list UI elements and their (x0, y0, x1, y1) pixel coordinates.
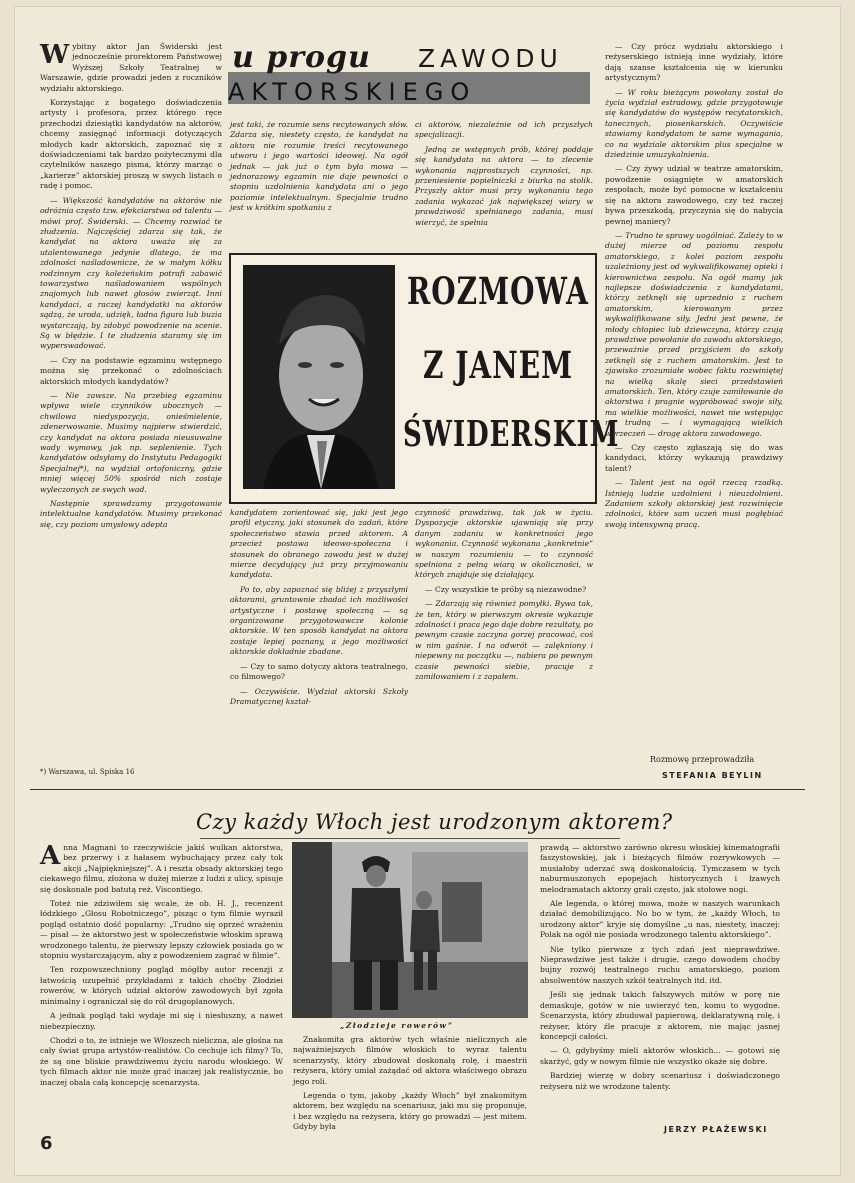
paragraph: Jedną ze wstępnych prób, której poddaje się kandydata na aktora — to zlecenie wykonania najprostszych czynności, np. przeniesienie popielniczki z biurka na stolik. Przyszły aktor musi przy wykonaniu tego zadania wykazać jak największej wiary w prawdziwość spełnianego zadania, musi wierzyć, że spełnia (415, 144, 593, 227)
article-column-2-top (230, 120, 408, 250)
paragraph: Chodzi o to, że istnieje we Włoszech nieliczna, ale głośna na cały świat grupa artystów-realistów. Co cechuje ich filmy? To, że są one bliskie prawdziwemu życiu narodu włoskiego. W tych filmach aktor nie może grać inaczej jak realistycznie, bo inaczej obala całą koncepcję scenarzysta. (40, 1035, 283, 1087)
title-underline (200, 838, 620, 839)
paragraph: Jeśli się jednak takich fałszywych mitów w porę nie demaskuje, gotów w nie uwierzyć ten, komu to wygodne. Scenarzysta, który zbudował papierową, deklaratywną rolę, i reżyser, który źle pracuje z aktorem, nie mając jasnej koncepcji całości. (540, 990, 780, 1041)
question: — Czy prócz wydziału aktorskiego i reżyserskiego istnieją inne wydziały, które dają szanse kształcenia się w kierunku artystycznym? (605, 42, 783, 83)
article-column-3-top (415, 120, 593, 250)
paragraph: ci aktorów, niezależnie od ich przyszłych specjalizacji. (415, 120, 593, 140)
answer: — Zdarzają się również pomyłki. Bywa tak, że ten, który w pierwszym okresie wykazuje zdolności i praca jego daje dobre rezultaty, po pewnym czasie zaczyna gorzej pracować, coś w nim gaśnie. I na odwrót — zalękniony i niepewny na początku —, nabiera po pewnym czasie pewności siebie, pracuje z zamiłowaniem i z zapałem. (415, 599, 593, 682)
headline-u-progu: u progu (232, 40, 371, 75)
question: — Czy często zgłaszają się do was kandydaci, którzy wykazują prawdziwy talent? (605, 443, 783, 473)
interview-title-line3: ŚWIDERSKIM (403, 415, 620, 456)
film-still-photo (292, 842, 528, 1018)
paragraph: prawdą — aktorstwo zarówno okresu włoskiej kinematografii faszystowskiej, jak i bieżących filmów rozrywkowych — musiałoby uderzać swą doskonałością. Tymczasem w tych naburmuszonych epopejach historycznych i łzawych melodramatach aktorzy grali często, jak stołowe nogi. (540, 843, 780, 894)
paragraph: jest taki, że rozumie sens recytowanych słów. Zdarza się, niestety często, że kandydat na aktora nie rozumie treści recytowanego utworu i jego wartości ideowej. Na ogół jednak — jak już o tym była mowa — jednorazowy egzamin nie daje pewności o stopniu uzdolnienia kandydata ani o jego poziomie intelektualnym. Specjalnie trudno jest w krótkim spotkaniu z (230, 120, 408, 213)
paragraph: Ale legenda, o której mowa, może w naszych warunkach działać demobilizująco. No bo w tym, że „każdy Włoch, to urodzony aktor” kryje się domyślne „u nas, niestety, inaczej: Polak na ogół nie posiada wrodzonego talentu aktorskiego”. (540, 899, 780, 940)
article-column-4 (605, 42, 783, 760)
footnote: *) Warszawa, ul. Spiska 16 (40, 768, 135, 776)
answer: — Talent jest na ogół rzeczą rzadką. Istnieją ludzie uzdolnieni i nieuzdolnieni. Zadaniem szkoły aktorskiej jest rozwinięcie zdolności, które sam uczeń musi pogłębiać swoją intensywną pracą. (605, 478, 783, 529)
paragraph: Legenda o tym, jakoby „każdy Włoch” był znakomitym aktorem, bez względu na scenariusz, jaki mu się proponuje, i bez względu na reżysera, który go prowadzi — jest mitem. Gdyby była (293, 1091, 527, 1132)
paragraph: A jednak pogląd taki wydaje mi się i niesłuszny, a nawet niebezpieczny. (40, 1011, 283, 1031)
headline-aktorskiego: AKTORSKIEGO (228, 78, 477, 106)
interview-title-line1: ROZMOWA (407, 269, 589, 314)
editor-note: Rozmowę przeprowadziła (650, 755, 755, 764)
article-column-3-bottom (415, 508, 593, 780)
paragraph: — O, gdybyśmy mieli aktorów włoskich... — gotowi się skarżyć, gdy w nowym filmie nie wszystko okaże się dobre. (540, 1046, 780, 1066)
paragraph: Toteż nie zdziwiłem się wcale, że ob. H. J., recenzent łódzkiego „Głosu Robotniczego”, pisząc o tym filmie wyraził pogląd ostatnio dość popularny: „Trudno się oprzeć wrażeniu — pisał — że aktorstwo jest w społeczeństwie włoskim sprawą wrodzonego talentu, że pierwszy lepszy człowiek posiada go w stopniu wystarczającym, aby z powodzeniem zagrać w filmie”. (40, 899, 283, 961)
article2-column-c (540, 843, 780, 1113)
answer: — Oczywiście. Wydział aktorski Szkoły Dramatycznej kształ- (230, 686, 408, 706)
paragraph: Po to, aby zapoznać się bliżej z przyszłymi aktorami, gruntownie zbadać ich możliwości artystyczne i postawę społeczną — są organizowane przygotowawcze kolonie aktorskie. W ten sposób kandydat na aktora zostaje lepiej poznany, a jego możliwości aktorskie dokładnie zbadane. (230, 584, 408, 657)
paragraph: Korzystając z bogatego doświadczenia artysty i profesora, przez którego ręce przechodzi dziesiątki kandydatów na aktorów, chcemy zasięgnąć informacji dotyczących młodych kadr aktorskich, zapoznać się z doświadczeniami tak bardzo pożytecznymi dla czytelników naszego pisma, którzy marząc o „karierze” aktorskiej proszą w swych listach o radę i pomoc. (40, 98, 222, 191)
paragraph: Znakomita gra aktorów tych właśnie nielicznych ale najważniejszych filmów włoskich to wyraz talentu scenarzysty, który zbudował doskonałą rolę, i maestrii reżysera, który umiał zażądać od aktora właściwego obrazu jego roli. (293, 1035, 527, 1086)
paragraph: — Większość kandydatów na aktorów nie odróżnia często tzw. efekciarstwa od talentu — mówi prof. Świderski. — Chcemy rozwiać te złudzenia. Najczęściej zdarza się tak, że kandydat na aktora uważa się za utalentowanego jedynie dlatego, że ma zdolności naśladownicze, że w małym kółku rodzinnym czy koleżeńskim potrafi zabawić towarzystwo naśladowaniem wspólnych znajomych lub nawet głosów zwierząt. Inni kandydaci, a raczej kandydatki na aktorów sądzą, że uroda, udzięk, ładna figura lub buzia wystarczają, by zdobyć powodzenie na scenie. Są w błędzie. I te złudzenia staramy się im wyperswadować. (40, 195, 222, 351)
paragraph: Nie tylko pierwsze z tych zdań jest nieprawdziwe. Nieprawdziwe jest także i drugie, czego dowodem choćby bujny rozwój teatralnego ruchu amatorskiego, poziom absolwentów naszych szkół teatralnych itd. itd. (540, 944, 780, 985)
question: — Czy żywy udział w teatrze amatorskim, powodzenie osiągnięte w amatorskich zespołach, może być pomocne w kształceniu się na aktora zawodowego, czy też raczej bywa przeszkodą, przyczynia się do nabycia pewnej maniery? (605, 164, 783, 226)
drop-cap: W (40, 40, 70, 70)
article2-title: Czy każdy Włoch jest urodzonym aktorem? (196, 810, 673, 834)
drop-cap: A (40, 841, 61, 871)
page-number: 6 (40, 1133, 53, 1154)
answer: — W roku bieżącym powołany został do życia wydział estradowy, gdzie przygotowuje się kandydatów do występów recytatorskich, tanecznych, piosenkarskich. Oczywiście stawiamy kandydatom te same wymagania, co na wydziale aktorskim plus specjalne w dziedzinie umuzykalnienia. (605, 87, 783, 160)
portrait-photo (243, 265, 395, 489)
paragraph: Ten rozpowszechniony pogląd mógłby autor recenzji z łatwością uzupełnić przykładami z takich choćby Złodziei rowerów, w których udział aktorów zawodowych był zgoła minimalny i ograniczał się do ról drugoplanowych. (40, 965, 283, 1006)
paragraph: czynność prawdziwą, tak jak w życiu. Dyspozycje aktorskie ujawniają się przy danym zadaniu w konkretności jego wykonania. Czynność wykonana „konkretnie” w naszym rozumieniu — to czynność spełniona z pełną wiarą w okoliczności, w których znajduje się działający. (415, 508, 593, 580)
article-column-1 (40, 42, 222, 762)
paragraph: kandydatem zorientować się, jaki jest jego profil etyczny, jaki stosunek do zadań, które społeczeństwo stawia przed aktorem. A przecież postawa ideowo-społeczna i stosunek do obranego zawodu jest w dużej mierze decydujący już przy przyjmowaniu kandydata. (230, 508, 408, 580)
question: — Czy to samo dotyczy aktora teatralnego, co filmowego? (230, 661, 408, 682)
interview-title-line2: Z JANEM (423, 343, 574, 388)
byline-plazewski: JERZY PŁAŻEWSKI (664, 1125, 768, 1134)
answer: — Nie zawsze. Na przebieg egzaminu wpływa wiele czynników ubocznych — chwilowa niedyspozycja, onieśmielenie, zdenerwowanie. Musimy najpierw stwierdzić, czy kandydat na aktora posiada nieusuwalne wady wymowy, jak np. seplenienie. Tych kandydatów odsyłamy do Instytutu Pedagogiki Specjalnej*), na wydział ortofoniczny, gdzie mniej więcej 50% spośród nich zostaje wyleczonych ze swych wad. (40, 391, 222, 494)
headline-zawodu: ZAWODU (418, 44, 563, 73)
paragraph: nna Magnani to rzeczywiście jakiś wulkan aktorstwa, bez przerwy i z hałasem wybuchający przez cały tok akcji „Najpiękniejszej”. A i reszta obsady aktorskiej tego ciekawego filmu, złożona w dużej mierze z ludzi z ulicy, spisuje się doskonale pod batutą reż. Viscontiego. (40, 843, 283, 894)
interview-photo-box (229, 253, 620, 504)
question: — Czy wszystkie te próby są niezawodne? (425, 584, 587, 594)
byline-beylin: STEFANIA BEYLIN (662, 771, 763, 780)
article2-column-b (293, 1035, 527, 1132)
answer: — Trudno te sprawy uogólniać. Zależy to w dużej mierze od poziomu zespołu amatorskiego, z kolei poziom zespołu uzależniony jest od wykwalifikowanej opieki i kierownictwa zespołu. Na ogół mamy jak najlepsze doświadczenia z kandydatami, którzy zetknęli się uprzednio z ruchem amatorskim, kierowanym przez wykwalifikowane siły. Jedni jest pewne, że młody chłopiec lub dziewczyna, którzy czują prawdziwe powołanie do zawodu aktorskiego, przeważnie przed przyjściem do szkoły zetknęli się z ruchem amatorskim. Jest to zjawisko zrozumiałe wobec faktu rozwiniętej na wielką skalę sieci przedstawień amatorskich. Ten, który czuje zamiłowanie do aktorstwa i pragnie wypróbować swoje siły, ma wielkie możliwości, nawet nie wstępując na trudną — i wymagającą wielkich wyrzeczeń — drogę aktora zawodowego. (605, 230, 783, 438)
paragraph: Bardziej wierzę w dobry scenariusz i doświadczonego reżysera niż we wrodzone talenty. (540, 1071, 780, 1091)
photo-caption: „Złodzieje rowerów” (340, 1021, 454, 1030)
section-divider (30, 789, 805, 790)
question: — Czy na podstawie egzaminu wstępnego można się przekonać o zdolnościach aktorskich młodych kandydatów? (40, 355, 222, 386)
intro-text: ybitny aktor Jan Świderski jest jednocześnie prorektorem Państwowej Wyższej Szkoły Teatralnej w Warszawie, gdzie prowadzi jeden z roczników wydziału aktorskiego. (40, 42, 222, 93)
paragraph: Następnie sprawdzamy przygotowanie intelektualne kandydatów. Musimy przekonać się, czy poziom umysłowy adepta (40, 499, 222, 529)
article2-column-a (40, 843, 283, 1111)
article-column-2-bottom (230, 508, 408, 780)
